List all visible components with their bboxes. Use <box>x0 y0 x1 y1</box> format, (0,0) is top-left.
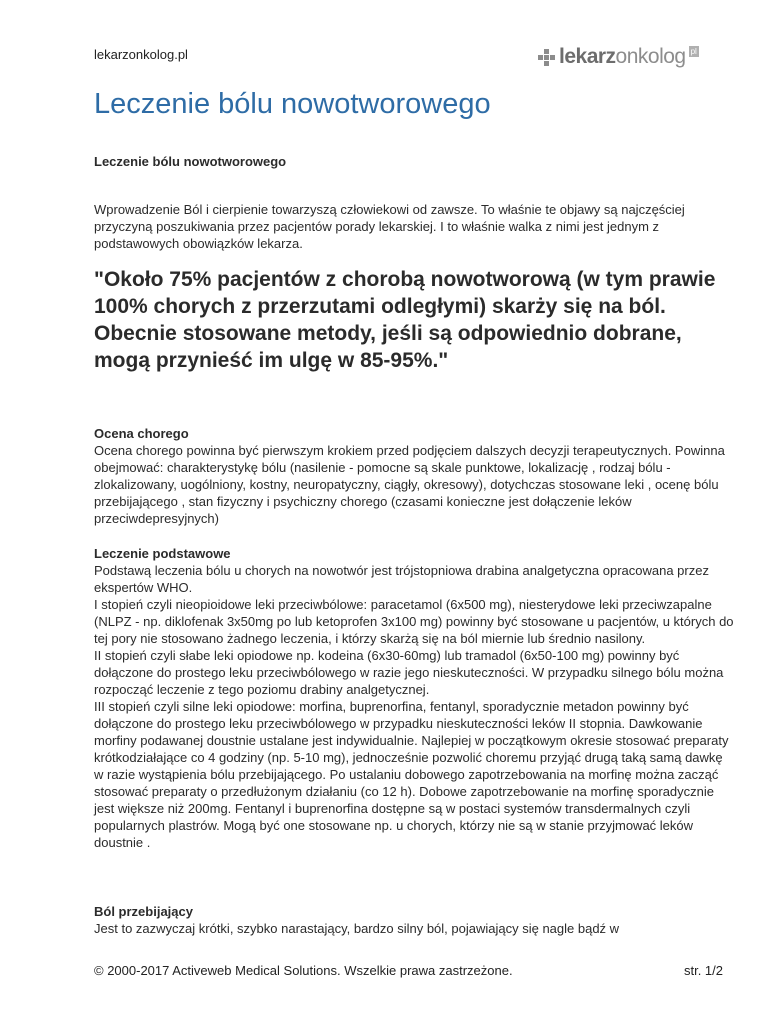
section-heading: Ocena chorego <box>94 426 189 441</box>
section-paragraph: Podstawą leczenia bólu u chorych na nowotwór jest trójstopniowa drabina analgetyczna opracowana przez ekspertów WHO. <box>94 563 709 595</box>
footer-copyright: © 2000-2017 Activeweb Medical Solutions. Wszelkie prawa zastrzeżone. <box>94 963 513 978</box>
page-title: Leczenie bólu nowotworowego <box>94 88 491 120</box>
section-body: Ocena chorego powinna być pierwszym krokiem przed podjęciem dalszych decyzji terapeutycznych. Powinna obejmować: charakterystykę bólu (nasilenie - pomocne są skale punktowe, lokalizację , rodzaj bólu - zlokalizowany, uogólniony, kostny, neuropatyczny, ciągły, okresowy), dotychczas stosowane leki , ocenę bólu przebijającego , stan fizyczny i psychiczny chorego (czasami konieczne jest dołączenie leków przeciwdepresyjnych) <box>94 443 725 526</box>
section-ocena-chorego <box>94 425 734 527</box>
page-number: str. 1/2 <box>683 963 723 978</box>
logo-badge: pl <box>690 47 697 56</box>
section-body: Jest to zazwyczaj krótki, szybko narastający, bardzo silny ból, pojawiający się nagle bądź w <box>94 921 620 936</box>
section-heading: Leczenie podstawowe <box>94 546 231 561</box>
intro-paragraph <box>94 201 734 252</box>
section-leczenie-podstawowe <box>94 545 734 851</box>
section-heading: Ból przebijający <box>94 904 193 919</box>
site-url: lekarzonkolog.pl <box>94 47 188 62</box>
article-subtitle: Leczenie bólu nowotworowego <box>94 154 287 169</box>
logo-dots-icon <box>538 49 555 66</box>
logo-text-light: onkolog <box>615 45 686 68</box>
section-paragraph: II stopień czyli słabe leki opiodowe np. kodeina (6x30-60mg) lub tramadol (6x50-100 mg) powinny być dołączone do prostego leku przeciwbólowego w razie jego nieskuteczności. W przypadku silnego bólu można rozpocząć leczenie z tego poziomu drabiny analgetycznej. <box>94 648 724 697</box>
section-paragraph: III stopień czyli silne leki opiodowe: morfina, buprenorfina, fentanyl, sporadycznie metadon powinny być dołączone do prostego leku przeciwbólowego w przypadku nieskuteczności leków II stopnia. Dawkowanie morfiny podawanej doustnie ustalane jest indywidualnie. Najlepiej w początkowym okresie stosować preparaty krótkodziałające co 4 godziny (np. 5-10 mg), jednocześnie pozwolić choremu przyjąć drugą taką samą dawkę w razie wystąpienia bólu przebijającego. Po ustalaniu dobowego zapotrzebowania na morfinę można zacząć stosować preparaty o przedłużonym działaniu (co 12 h). Dobowe zapotrzebowanie na morfinę sporadycznie jest większe niż 200mg. Fentanyl i buprenorfina dostępne są w postaci systemów transdermalnych czyli popularnych plastrów. Mogą być one stosowane np. u chorych, którzy nie są w stanie przyjmować leków doustnie . <box>94 699 729 850</box>
section-paragraph: I stopień czyli nieopioidowe leki przeciwbólowe: paracetamol (6x500 mg), niesterydowe leki przeciwzapalne (NLPZ - np. diklofenak 3x50mg po lub ketoprofen 3x100 mg) powinny być stosowane u pacjentów, u których do tej pory nie stosowano żadnego leczenia, i którzy skarżą się na ból miernie lub średnio nasilony. <box>94 597 734 646</box>
site-logo[interactable] <box>538 44 699 70</box>
logo-text-strong: lekarz <box>559 45 616 68</box>
intro-text: Wprowadzenie Ból i cierpienie towarzyszą człowiekowi od zawsze. To właśnie te objawy są najczęściej przyczyną poszukiwania przez pacjentów porady lekarskiej. I to właśnie walka z nimi jest jednym z podstawowych obowiązków lekarza. <box>94 202 685 251</box>
section-bol-przebijajacy <box>94 903 734 937</box>
pull-quote: "Około 75% pacjentów z chorobą nowotworową (w tym prawie 100% chorych z przerzutami odległymi) skarży się na ból. Obecnie stosowane metody, jeśli są odpowiednio dobrane, mogą przynieść im ulgę w 85-95%." <box>94 268 716 372</box>
